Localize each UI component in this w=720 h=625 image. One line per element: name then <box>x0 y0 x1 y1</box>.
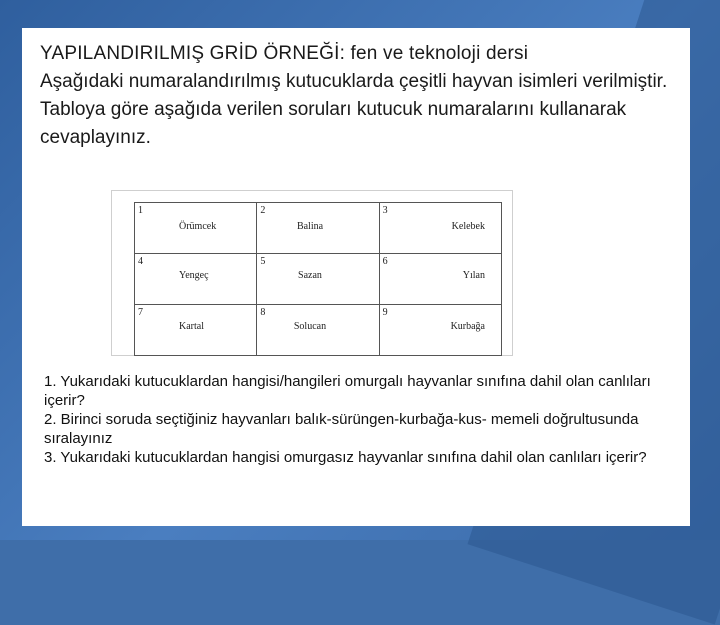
grid-cell <box>257 203 379 254</box>
cell-animal: Kartal <box>179 321 204 332</box>
cell-animal: Sazan <box>298 270 322 281</box>
slide-intro: Aşağıdaki numaralandırılmış kutucuklarda çeşitli hayvan isimleri verilmiştir. Tabloya göre aşağıda verilen soruları kutucuk numaralarını kullanarak cevaplayınız. <box>40 71 668 148</box>
cell-number: 6 <box>382 256 388 267</box>
cell-number: 7 <box>138 307 143 318</box>
grid-cell <box>135 305 257 356</box>
grid-cell <box>135 254 257 305</box>
cell-number: 3 <box>382 205 388 216</box>
cell-animal: Yılan <box>462 270 485 281</box>
question-item: 3. Yukarıdaki kutucuklardan hangisi omurgasız hayvanlar sınıfına dahil olan canlıları içerir? <box>44 449 647 466</box>
cell-number: 5 <box>260 256 266 267</box>
animal-grid <box>134 202 502 356</box>
slide-text-block <box>40 40 680 152</box>
grid-row <box>135 305 502 356</box>
slide-heading: YAPILANDIRILMIŞ GRİD ÖRNEĞİ: fen ve teknoloji dersi <box>40 43 529 64</box>
grid-cell <box>379 254 501 305</box>
question-list <box>44 372 684 467</box>
cell-animal: Yengeç <box>179 270 209 281</box>
grid-cell <box>257 254 379 305</box>
grid-cell <box>379 305 501 356</box>
cell-animal: Kurbağa <box>450 321 485 332</box>
question-item: 1. Yukarıdaki kutucuklardan hangisi/hangileri omurgalı hayvanlar sınıfına dahil olan canlıları içerir? <box>44 373 651 409</box>
cell-animal: Örümcek <box>179 221 217 232</box>
grid-row <box>135 203 502 254</box>
cell-number: 8 <box>260 307 266 318</box>
cell-animal: Solucan <box>293 321 327 332</box>
cell-number: 9 <box>382 307 388 318</box>
cell-number: 1 <box>138 205 143 216</box>
grid-cell <box>379 203 501 254</box>
cell-number: 4 <box>138 256 143 267</box>
grid-cell <box>135 203 257 254</box>
cell-animal: Balina <box>296 221 324 232</box>
cell-number: 2 <box>260 205 266 216</box>
question-item: 2. Birinci soruda seçtiğiniz hayvanları balık-sürüngen-kurbağa-kus- memeli doğrultusunda sıralayınız <box>44 411 639 447</box>
cell-animal: Kelebek <box>451 221 485 232</box>
grid-row <box>135 254 502 305</box>
grid-cell <box>257 305 379 356</box>
